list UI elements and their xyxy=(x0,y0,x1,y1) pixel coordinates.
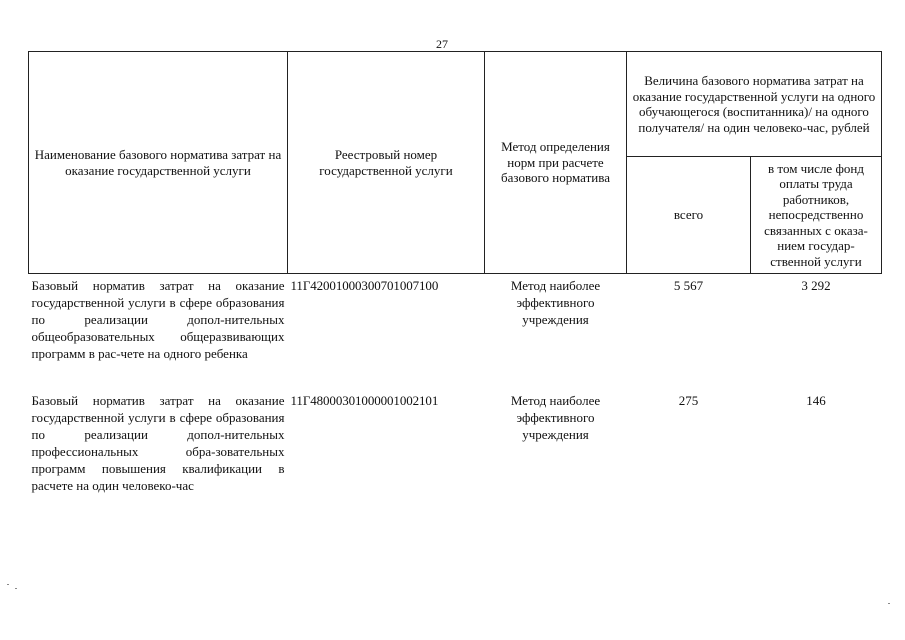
header-registry-number: Реестровый номер государственной услуги xyxy=(288,52,485,274)
registry-number: 11Г42001000300701007100 xyxy=(290,278,439,293)
registry-number: 11Г48000301000001002101 xyxy=(290,393,439,408)
header-value-group: Величина базового норматива затрат на оказание государственной услуги на одного обучающегося (воспитанника)/ на одного получателя/ на один человеко-час, рублей xyxy=(627,52,882,157)
service-name: Базовый норматив затрат на оказание государственной услуги в сфере образования по реализации допол-нительных профессиональных обра-зовательных программ повышения квалификации в расчете на один человеко-час xyxy=(31,393,285,493)
method: Метод наиболее эффективного учреждения xyxy=(510,393,601,442)
value-total: 5 567 xyxy=(673,278,704,293)
scan-speck xyxy=(15,588,17,589)
method: Метод наиболее эффективного учреждения xyxy=(510,278,601,327)
header-total: всего xyxy=(627,157,751,274)
scan-speck xyxy=(888,603,890,604)
table-row xyxy=(29,392,882,494)
value-total: 275 xyxy=(678,393,699,408)
scan-speck xyxy=(7,584,9,585)
table-row xyxy=(29,274,882,393)
header-incl-payroll: в том числе фонд оплаты труда работников, непосредственно связанных с оказа-нием государ-ственной услуги xyxy=(751,157,882,274)
header-method: Метод определения норм при расчете базового норматива xyxy=(485,52,627,274)
page-number: 27 xyxy=(436,37,448,51)
value-incl-payroll: 3 292 xyxy=(801,278,831,293)
table-header-row xyxy=(29,52,882,157)
header-name: Наименование базового норматива затрат на оказание государственной услуги xyxy=(29,52,288,274)
cost-norm-table xyxy=(28,51,882,494)
service-name: Базовый норматив затрат на оказание государственной услуги в сфере образования по реализации допол-нительных общеобразовательных общеразвивающих программ в рас-чете на одного ребенка xyxy=(31,278,285,361)
value-incl-payroll: 146 xyxy=(806,393,826,408)
